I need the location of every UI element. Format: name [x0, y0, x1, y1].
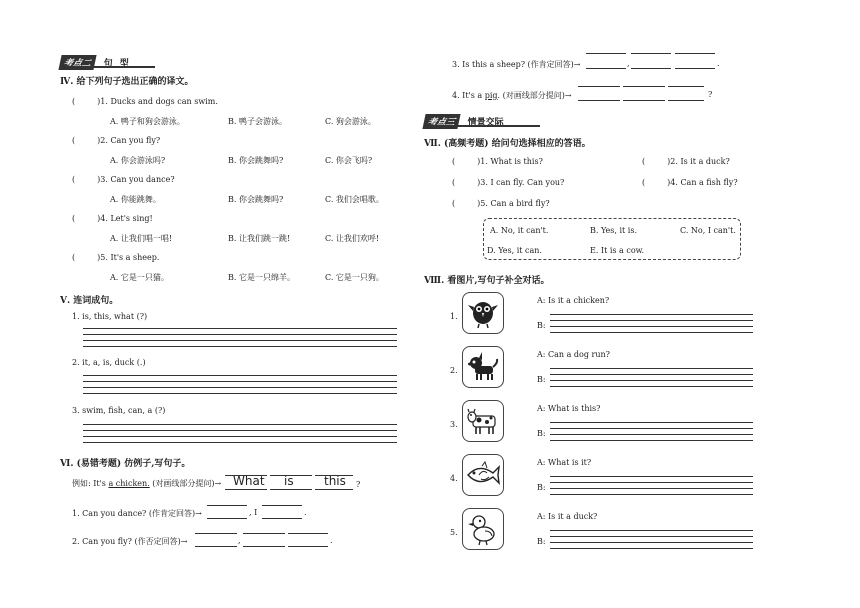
q6-example-suffix: (对画线部分提问)→ [152, 479, 222, 488]
q7-item-4 [642, 178, 738, 187]
q6-item-1-mid: , I [249, 508, 258, 517]
q7-item-3-num: )3. [477, 178, 488, 187]
q6-example-word-1: What [233, 474, 265, 488]
section3-underline [424, 125, 540, 127]
answer-line[interactable] [262, 505, 302, 506]
q4-item-4 [72, 214, 153, 223]
answer-line[interactable] [631, 68, 671, 69]
answer-line[interactable] [550, 332, 753, 333]
answer-line[interactable] [550, 380, 753, 381]
option-d: D. Yes, it can. [487, 246, 542, 255]
paren: ( [642, 157, 646, 166]
q4-item-4-option-a: A. 让我们唱一唱! [110, 234, 173, 243]
answer-line[interactable] [288, 546, 328, 547]
question-number: )4. [97, 214, 108, 223]
q4-item-3 [72, 175, 175, 184]
q6-example-end: ? [356, 480, 361, 489]
answer-line[interactable] [586, 53, 626, 54]
paren: ( [72, 175, 76, 184]
answer-line[interactable] [83, 436, 397, 437]
q7-item-3-text: I can fly. Can you? [490, 178, 565, 187]
q4-item-5-option-b: B. 它是一只绵羊。 [228, 273, 295, 282]
q7-heading: Ⅶ. (高频考题) 给问句选择相应的答语。 [424, 139, 591, 149]
answer-line[interactable] [550, 422, 753, 423]
answer-line[interactable] [195, 533, 237, 534]
q8-item-5-question: A: Is it a duck? [537, 512, 598, 521]
answer-line[interactable] [83, 340, 397, 341]
q6-item-4-pre: 4. It's a [452, 91, 483, 100]
question-text: Ducks and dogs can swim. [110, 97, 218, 106]
answer-line[interactable] [207, 518, 247, 519]
answer-line[interactable] [83, 424, 397, 425]
answer-line[interactable] [83, 334, 397, 335]
q6-item-1-end: . [304, 508, 307, 517]
q7-item-5-num: )5. [477, 199, 488, 208]
answer-line[interactable] [550, 368, 753, 369]
q6-item-4-post: . (对画线部分提问)→ [497, 91, 572, 100]
q8-item-1-question: A: Is it a chicken? [537, 296, 610, 305]
q4-item-4-option-b: B. 让我们跳一跳! [228, 234, 291, 243]
q4-item-2 [72, 136, 160, 145]
answer-line [315, 475, 353, 476]
q8-item-1-answer-label: B: [537, 321, 546, 330]
answer-line[interactable] [550, 536, 753, 537]
q7-item-2 [642, 157, 730, 166]
answer-line[interactable] [550, 488, 753, 489]
question-number: )2. [97, 136, 108, 145]
q4-item-2-option-a: A. 你会游泳吗? [110, 156, 166, 165]
q7-item-1 [452, 157, 543, 166]
q6-example-prefix: 例如: It's [72, 479, 106, 488]
q8-item-5-answer-label: B: [537, 537, 546, 546]
section2-tag: 考点二 [58, 55, 96, 70]
answer-line[interactable] [675, 53, 715, 54]
q5-heading: Ⅴ. 连词成句。 [60, 296, 119, 306]
q6-item-2-mid: , [238, 536, 241, 545]
answer-line[interactable] [195, 546, 237, 547]
q4-item-5-option-c: C. 它是一只狗。 [325, 273, 384, 282]
q6-example-word-3: this [324, 474, 346, 488]
q6-example [72, 478, 221, 489]
answer-line[interactable] [550, 476, 753, 477]
section3-tag: 考点三 [422, 114, 460, 129]
answer-line[interactable] [83, 328, 397, 329]
option-a: A. No, it can't. [490, 226, 549, 235]
answer-line[interactable] [550, 482, 753, 483]
section2-title: 句 型 [103, 59, 131, 69]
answer-line[interactable] [668, 100, 704, 101]
q5-item-3: 3. swim, fish, can, a (?) [72, 406, 166, 415]
q8-item-3-answer-label: B: [537, 429, 546, 438]
answer-line[interactable] [83, 381, 397, 382]
paren: ( [72, 136, 76, 145]
answer-line[interactable] [83, 387, 397, 388]
q8-item-3-question: A: What is this? [537, 404, 601, 413]
answer-line[interactable] [83, 442, 397, 443]
answer-line[interactable] [550, 494, 753, 495]
q4-item-1 [72, 97, 218, 106]
q7-item-2-text: Is it a duck? [680, 157, 730, 166]
q4-item-1-option-c: C. 狗会游泳。 [325, 117, 376, 126]
q6-item-3-end: . [717, 59, 720, 68]
answer-line[interactable] [550, 374, 753, 375]
answer-line [225, 475, 267, 476]
q8-item-4-question: A: What is it? [537, 458, 592, 467]
q8-item-4-picture [462, 454, 504, 496]
answer-line[interactable] [623, 86, 665, 87]
answer-line[interactable] [623, 100, 665, 101]
paren: ( [72, 214, 76, 223]
question-number: )3. [97, 175, 108, 184]
answer-line[interactable] [243, 533, 285, 534]
q8-item-4-answer-label: B: [537, 483, 546, 492]
answer-line[interactable] [243, 546, 285, 547]
q7-item-4-text: Can a fish fly? [680, 178, 738, 187]
q8-item-3-number: 3. [450, 420, 458, 429]
q4-item-4-option-c: C. 让我们欢呼! [325, 234, 380, 243]
q7-item-2-num: )2. [667, 157, 678, 166]
q7-item-1-text: What is this? [490, 157, 543, 166]
q7-item-1-num: )1. [477, 157, 488, 166]
q6-example-word-2: is [284, 474, 294, 488]
q4-item-1-option-b: B. 鸭子会游泳。 [228, 117, 287, 126]
answer-line[interactable] [550, 428, 753, 429]
answer-line[interactable] [83, 430, 397, 431]
q6-item-2: 2. Can you fly? (作否定回答)→ [72, 537, 188, 546]
answer-line[interactable] [550, 542, 753, 543]
option-e: E. It is a cow. [590, 246, 645, 255]
answer-line[interactable] [550, 530, 753, 531]
q8-item-4-number: 4. [450, 474, 458, 483]
answer-line[interactable] [668, 86, 704, 87]
q7-item-3 [452, 178, 564, 187]
answer-line[interactable] [550, 440, 753, 441]
q4-item-3-option-a: A. 你能跳舞。 [110, 195, 161, 204]
answer-line[interactable] [578, 86, 620, 87]
q8-item-1-number: 1. [450, 312, 458, 321]
q4-item-2-option-c: C. 你会飞吗? [325, 156, 373, 165]
answer-line[interactable] [550, 548, 753, 549]
q8-item-2-question: A: Can a dog run? [537, 350, 610, 359]
q6-item-1: 1. Can you dance? (作肯定回答)→ [72, 509, 202, 518]
q6-item-4-underlined: pig [484, 91, 498, 100]
question-text: Can you fly? [110, 136, 161, 145]
paren: ( [72, 253, 76, 262]
q8-item-3-picture [462, 400, 504, 442]
q8-heading: Ⅷ. 看图片,写句子补全对话。 [424, 276, 550, 286]
question-number: )1. [97, 97, 108, 106]
q7-item-5-text: Can a bird fly? [490, 199, 550, 208]
q5-item-2: 2. it, a, is, duck (.) [72, 358, 146, 367]
answer-line[interactable] [207, 505, 247, 506]
q4-item-5-option-a: A. 它是一只猫。 [110, 273, 169, 282]
q6-item-3-mid: , [627, 59, 630, 68]
answer-line[interactable] [262, 518, 302, 519]
q7-item-5 [452, 199, 550, 208]
answer-line[interactable] [631, 53, 671, 54]
q8-item-2-picture [462, 346, 504, 388]
answer-line [225, 489, 267, 490]
paren: ( [72, 97, 76, 106]
q4-heading: Ⅳ. 给下列句子选出正确的译文。 [60, 77, 194, 87]
section2-underline [60, 66, 155, 68]
q6-item-4 [452, 90, 572, 101]
paren: ( [452, 199, 456, 208]
paren: ( [642, 178, 646, 187]
q8-item-5-number: 5. [450, 528, 458, 537]
answer-line[interactable] [83, 346, 397, 347]
option-c: C. No, I can't. [680, 226, 736, 235]
q6-item-3: 3. Is this a sheep? (作肯定回答)→ [452, 60, 581, 69]
q7-item-4-num: )4. [667, 178, 678, 187]
answer-line [270, 489, 312, 490]
q8-item-2-answer-label: B: [537, 375, 546, 384]
question-text: Let's sing! [110, 214, 153, 223]
q6-item-4-end: ? [708, 90, 713, 99]
paren: ( [452, 178, 456, 187]
question-text: It's a sheep. [110, 253, 160, 262]
question-number: )5. [97, 253, 108, 262]
q4-item-3-option-b: B. 你会跳舞吗? [228, 195, 284, 204]
q6-item-2-end: . [330, 536, 333, 545]
option-b: B. Yes, it is. [590, 226, 637, 235]
q4-item-1-option-a: A. 鸭子和狗会游泳。 [110, 117, 185, 126]
q5-item-1: 1. is, this, what (?) [72, 312, 148, 321]
answer-line[interactable] [550, 434, 753, 435]
answer-line[interactable] [550, 386, 753, 387]
q6-example-underlined: a chicken. [108, 479, 150, 488]
answer-line[interactable] [288, 533, 328, 534]
paren: ( [452, 157, 456, 166]
q8-item-5-picture [462, 508, 504, 550]
q6-heading: Ⅵ. (易错考题) 仿例子,写句子。 [60, 459, 191, 469]
answer-line[interactable] [586, 68, 626, 69]
answer-line[interactable] [83, 393, 397, 394]
answer-line [315, 489, 353, 490]
answer-line[interactable] [675, 68, 715, 69]
answer-line[interactable] [550, 320, 753, 321]
q8-item-1-picture [462, 292, 504, 334]
section3-title: 情景交际 [467, 118, 504, 128]
q8-item-2-number: 2. [450, 366, 458, 375]
question-text: Can you dance? [110, 175, 175, 184]
answer-line[interactable] [83, 375, 397, 376]
q4-item-3-option-c: C. 我们会唱歌。 [325, 195, 384, 204]
answer-line [270, 475, 312, 476]
answer-line[interactable] [550, 326, 753, 327]
answer-line[interactable] [578, 100, 620, 101]
q4-item-2-option-b: B. 你会跳舞吗? [228, 156, 284, 165]
answer-line[interactable] [550, 314, 753, 315]
q4-item-5 [72, 253, 159, 262]
